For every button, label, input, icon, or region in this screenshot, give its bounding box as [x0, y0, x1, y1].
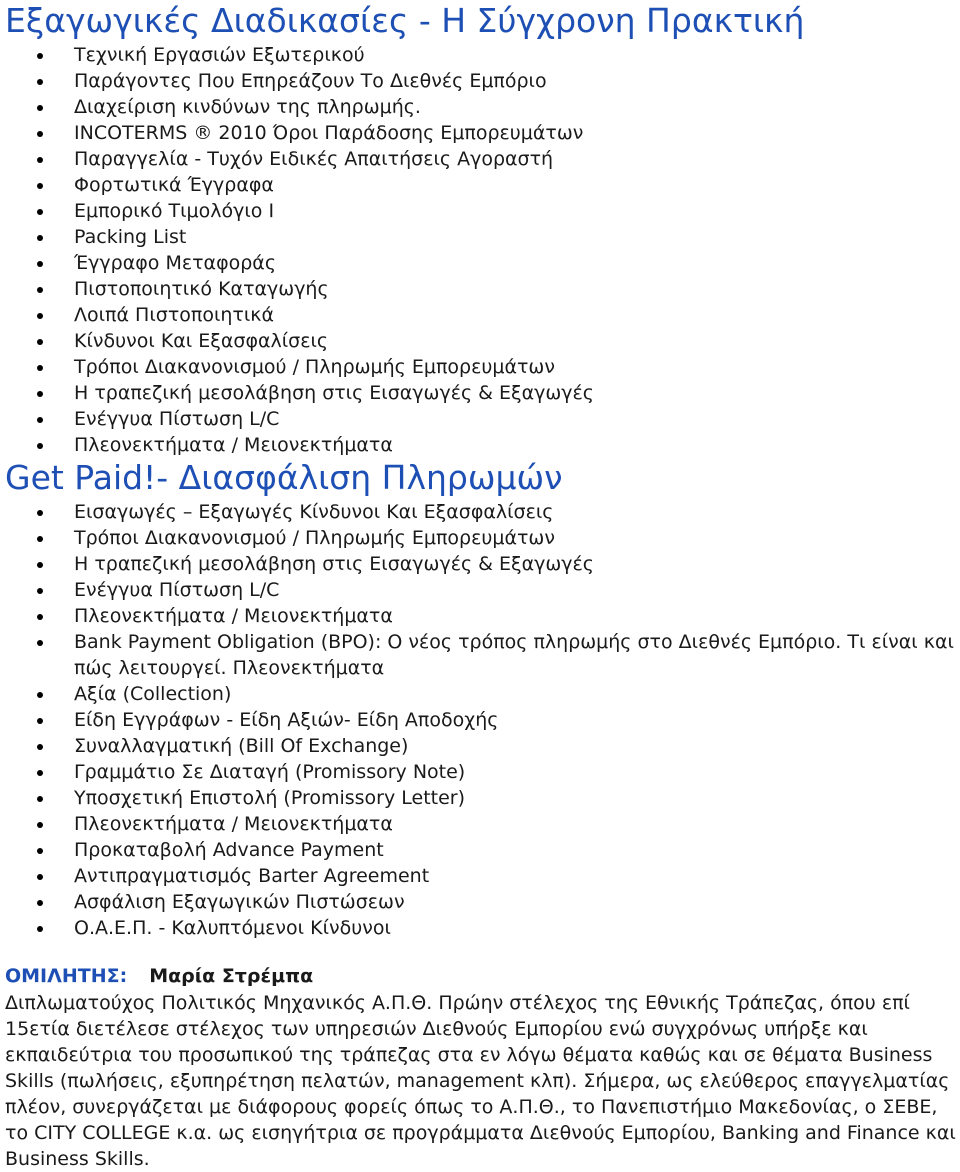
- list-item-text: Πιστοποιητικό Καταγωγής: [74, 278, 329, 300]
- bullet-icon: [37, 536, 43, 542]
- bullet-icon: [37, 417, 43, 423]
- list-item-text: Πλεονεκτήματα / Μειονεκτήματα: [74, 605, 393, 627]
- bullet-icon: [37, 105, 43, 111]
- list-item-text: Packing List: [74, 226, 187, 248]
- list-item: [0, 863, 955, 889]
- list-item-text: Πλεονεκτήματα / Μειονεκτήματα: [74, 813, 393, 835]
- list-item: [0, 380, 955, 406]
- bullet-icon: [37, 614, 43, 620]
- bullet-icon: [37, 770, 43, 776]
- list-item-text: Γραμμάτιο Σε Διαταγή (Promissory Note): [74, 761, 466, 783]
- list-item: [0, 224, 955, 250]
- list-item-text: Παραγγελία - Τυχόν Ειδικές Απαιτήσεις Αγοραστή: [74, 148, 554, 170]
- list-item-text: Η τραπεζική μεσολάβηση στις Εισαγωγές & Εξαγωγές: [74, 382, 594, 404]
- bullet-icon: [37, 235, 43, 241]
- bullet-icon: [37, 510, 43, 516]
- list-item-text: Ενέγγυα Πίστωση L/C: [74, 579, 280, 601]
- bullet-icon: [37, 562, 43, 568]
- list-item: [0, 94, 955, 120]
- list-item-text: Bank Payment Obligation (BPO): Ο νέος τρόπος πληρωμής στο Διεθνές Εμπόριο. Τι είναι και πώς λειτουργεί. Πλεονεκτήματα: [74, 631, 954, 679]
- list-item-text: Πλεονεκτήματα / Μειονεκτήματα: [74, 434, 393, 456]
- list-item-text: Η τραπεζική μεσολάβηση στις Εισαγωγές & Εξαγωγές: [74, 553, 594, 575]
- bullet-icon: [37, 874, 43, 880]
- bullet-icon: [37, 79, 43, 85]
- list-item-text: Ενέγγυα Πίστωση L/C: [74, 408, 280, 430]
- list-item: [0, 603, 955, 629]
- list-item: [0, 733, 955, 759]
- bullet-icon: [37, 443, 43, 449]
- bullet-icon: [37, 900, 43, 906]
- list-item-text: Τρόποι Διακανονισμού / Πληρωμής Εμπορευμάτων: [74, 527, 555, 549]
- list-item: [0, 328, 955, 354]
- list-item: [0, 354, 955, 380]
- bullet-icon: [37, 718, 43, 724]
- bullet-icon: [37, 339, 43, 345]
- list-item: [0, 120, 955, 146]
- list-item: [0, 198, 955, 224]
- list-item: [0, 707, 955, 733]
- bullet-icon: [37, 744, 43, 750]
- list-item: [0, 406, 955, 432]
- export-procedures-list: [0, 42, 955, 458]
- list-item-text: Κίνδυνοι Και Εξασφαλίσεις: [74, 330, 329, 352]
- list-item: [0, 915, 955, 941]
- list-item: [0, 276, 955, 302]
- list-item: [0, 681, 955, 707]
- list-item-text: INCOTERMS ® 2010 Όροι Παράδοσης Εμπορευμάτων: [74, 122, 584, 144]
- list-item-text: Φορτωτικά Έγγραφα: [74, 174, 274, 196]
- bullet-icon: [37, 313, 43, 319]
- list-item: [0, 302, 955, 328]
- list-item: [0, 250, 955, 276]
- list-item: [0, 889, 955, 915]
- list-item-text: Λοιπά Πιστοποιητικά: [74, 304, 275, 326]
- list-item-text: Συναλλαγματική (Bill Of Exchange): [74, 735, 409, 757]
- list-item-text: Υποσχετική Επιστολή (Promissory Letter): [74, 787, 466, 809]
- bullet-icon: [37, 391, 43, 397]
- bullet-icon: [37, 640, 43, 646]
- list-item-text: Διαχείριση κινδύνων της πληρωμής.: [74, 96, 421, 118]
- list-item-text: Εμπορικό Τιμολόγιο Ι: [74, 200, 275, 222]
- bullet-icon: [37, 131, 43, 137]
- list-item: [0, 785, 955, 811]
- list-item: [0, 551, 955, 577]
- bullet-icon: [37, 926, 43, 932]
- section-title-get-paid: Get Paid!- Διασφάλιση Πληρωμών: [5, 458, 563, 497]
- list-item: [0, 432, 955, 458]
- list-item-text: Τεχνική Εργασιών Εξωτερικού: [74, 44, 365, 66]
- list-item: [0, 172, 955, 198]
- list-item: [0, 759, 955, 785]
- list-item: [0, 525, 955, 551]
- speaker-bio: Διπλωματούχος Πολιτικός Μηχανικός Α.Π.Θ. Πρώην στέλεχος της Εθνικής Τράπεζας, όπου επί 15ετία διετέλεσε στέλεχος των υπηρεσιών Διεθνούς Εμπορίου ενώ συγχρόνως υπήρξε και εκπαιδεύτρια του προσωπικού της τράπεζας στα εν λόγω θέματα καθώς και σε θέματα Business Skills (πωλήσεις, εξυπηρέτηση πελατών, management κλπ). Σήμερα, ως ελεύθερος επαγγελματίας πλέον, συνεργάζεται με διάφορους φορείς όπως το Α.Π.Θ., το Πανεπιστήμιο Μακεδονίας, ο ΣΕΒΕ, το CITY COLLEGE κ.α. ως εισηγήτρια σε προγράμματα Διεθνούς Εμπορίου, Banking and Finance και Business Skills.: [5, 992, 956, 1170]
- speaker-name: Μαρία Στρέμπα: [149, 965, 314, 987]
- section-title-export-procedures: Εξαγωγικές Διαδικασίες - Η Σύγχρονη Πρακτική: [5, 1, 805, 40]
- list-item: [0, 68, 955, 94]
- bullet-icon: [37, 261, 43, 267]
- list-item-text: Είδη Εγγράφων - Είδη Αξιών- Είδη Αποδοχής: [74, 709, 499, 731]
- list-item: [0, 811, 955, 837]
- bullet-icon: [37, 848, 43, 854]
- bullet-icon: [37, 183, 43, 189]
- bullet-icon: [37, 157, 43, 163]
- bullet-icon: [37, 53, 43, 59]
- list-item-text: Αξία (Collection): [74, 683, 232, 705]
- bullet-icon: [37, 287, 43, 293]
- list-item: [0, 499, 955, 525]
- bullet-icon: [37, 822, 43, 828]
- list-item-text: Εισαγωγές – Εξαγωγές Κίνδυνοι Και Εξασφαλίσεις: [74, 501, 554, 523]
- bullet-icon: [37, 796, 43, 802]
- bullet-icon: [37, 692, 43, 698]
- speaker-line: [5, 962, 313, 990]
- list-item-text: Έγγραφο Μεταφοράς: [74, 252, 276, 274]
- bullet-icon: [37, 365, 43, 371]
- list-item-text: Προκαταβολή Advance Payment: [74, 839, 384, 861]
- bullet-icon: [37, 588, 43, 594]
- list-item: [0, 629, 955, 681]
- list-item: [0, 837, 955, 863]
- list-item: [0, 42, 955, 68]
- list-item-text: Αντιπραγματισμός Barter Agreement: [74, 865, 430, 887]
- list-item-text: Ο.Α.Ε.Π. - Καλυπτόμενοι Κίνδυνοι: [74, 917, 391, 939]
- list-item-text: Ασφάλιση Εξαγωγικών Πιστώσεων: [74, 891, 405, 913]
- get-paid-list: [0, 499, 955, 941]
- bullet-icon: [37, 209, 43, 215]
- list-item: [0, 146, 955, 172]
- speaker-label: ΟΜΙΛΗΤΗΣ:: [5, 965, 128, 987]
- list-item-text: Τρόποι Διακανονισμού / Πληρωμής Εμπορευμάτων: [74, 356, 555, 378]
- list-item: [0, 577, 955, 603]
- list-item-text: Παράγοντες Που Επηρεάζουν Το Διεθνές Εμπόριο: [74, 70, 547, 92]
